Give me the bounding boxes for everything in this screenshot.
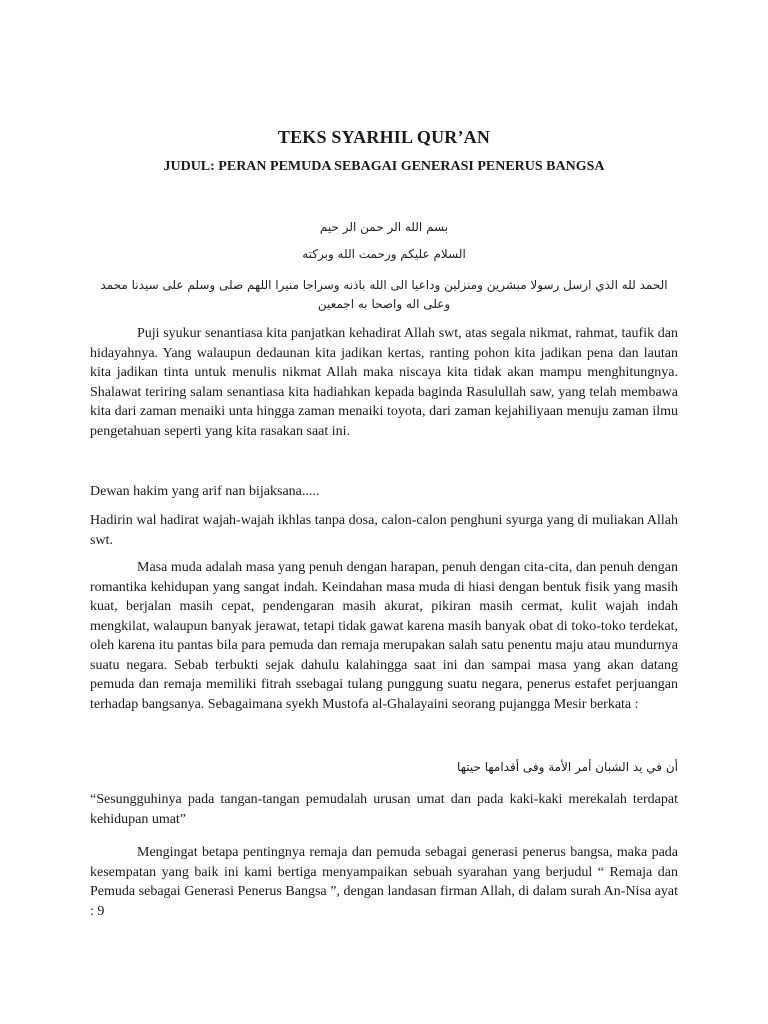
arabic-hamd: الحمد لله الذي ارسل رسولا مبشرين ومنزلين وداعيا الى الله باذنه وسراجا منيرا اللهم صلى وسلم على سيدنا محمد وعلى اله واصحا به اجمعين bbox=[100, 278, 668, 311]
greeting-audience: Hadirin wal hadirat wajah-wajah ikhlas tanpa dosa, calon-calon penghuni syurga yang di muliakan Allah swt. bbox=[90, 513, 678, 548]
greeting-judges: Dewan hakim yang arif nan bijaksana..... bbox=[90, 484, 320, 499]
document-title: TEKS SYARHIL QUR’AN bbox=[277, 127, 491, 147]
youth-paragraph: Masa muda adalah masa yang penuh dengan harapan, penuh dengan cita-cita, dan penuh dengan romantika kehidupan yang sangat indah. Keindahan masa muda di hiasi dengan bentuk fisik yang masih kuat, berjalan masih cepat, pendengaran masih akurat, pikiran masih cermat, kulit wajah indah mengkilat, walaupun banyak jerawat, tetapi tidak gawat karena masih banyak obat di toko-toko terdekat, oleh karena itu pantas bila para pemuda dan remaja merupakan salah satu penentu maju atau mundurnya suatu negara. Sebab terbukti sejak dahulu kalahingga saat ini dan sampai masa yang akan datang pemuda dan remaja memiliki fitrah ssebagai tulang punggung suatu negara, penerus estafet perjuangan terhadap bangsanya. Sebagaimana syekh Mustofa al-Ghalayaini seorang pujangga Mesir berkata : bbox=[90, 560, 678, 712]
arabic-quote: أن في يد الشبان أمر الأمة وفى أقدامها حيتها bbox=[457, 760, 678, 774]
closing-paragraph: Mengingat betapa pentingnya remaja dan pemuda sebagai generasi penerus bangsa, maka pada kesempatan yang baik ini kami bertiga menyampaikan sebuah syarahan yang berjudul “ Remaja dan Pemuda sebagai Generasi Penerus Bangsa ”, dengan landasan firman Allah, di dalam surah An-Nisa ayat : 9 bbox=[90, 845, 678, 919]
document-subtitle: JUDUL: PERAN PEMUDA SEBAGAI GENERASI PENERUS BANGSA bbox=[163, 159, 605, 174]
opening-paragraph: Puji syukur senantiasa kita panjatkan kehadirat Allah swt, atas segala nikmat, rahmat, taufik dan hidayahnya. Yang walaupun dedaunan kita jadikan kertas, ranting pohon kita jadikan pena dan lautan kita jadikan tinta untuk menulis nikmat Allah maka niscaya kita tidak akan mampu menghitungnya. Shalawat teriring salam senantiasa kita hadiahkan kepada baginda Rasulullah saw, yang telah membawa kita dari zaman menaiki unta hingga zaman menaiki toyota, dari zaman kejahiliyaan menuju zaman ilmu pengetahuan seperti yang kita rasakan saat ini. bbox=[90, 326, 678, 439]
arabic-basmalah: بسم الله الر حمن الر حيم bbox=[319, 220, 449, 234]
arabic-salam: السلام عليكم ورحمت الله وبركته bbox=[302, 247, 466, 261]
quote-translation: “Sesungguhinya pada tangan-tangan pemudalah urusan umat dan pada kaki-kaki merekalah terdapat kehidupan umat” bbox=[90, 792, 678, 827]
